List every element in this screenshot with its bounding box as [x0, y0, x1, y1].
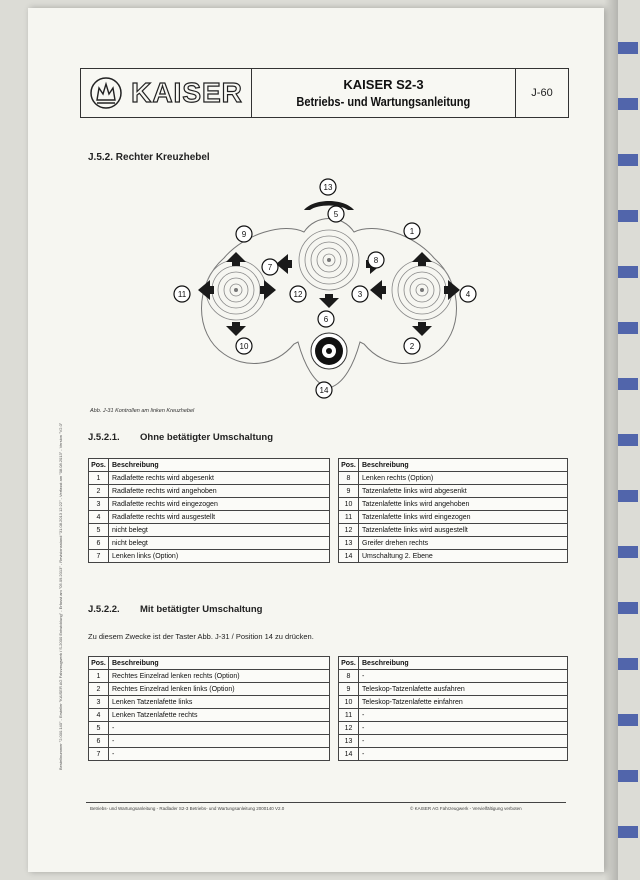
- callout-5: [328, 206, 344, 222]
- table-cell-pos: 6: [89, 735, 109, 748]
- table-cell-pos: 1: [89, 472, 109, 485]
- table-header-desc: Beschreibung: [109, 459, 330, 472]
- table-1-right: [338, 458, 568, 563]
- table-header-pos: Pos.: [339, 459, 359, 472]
- svg-text:5: 5: [333, 210, 339, 219]
- table-cell-pos: 1: [89, 670, 109, 683]
- table-cell-pos: 3: [89, 498, 109, 511]
- table-row: [89, 511, 330, 524]
- footer-left-text: Betriebs- und Wartungsanleitung - Radlader S2-3 Betriebs- und Wartungsanleitung 2000140 V2.0: [90, 806, 285, 811]
- table-cell-desc: Lenken Tatzenlafette rechts: [109, 709, 330, 722]
- table-cell-pos: 5: [89, 524, 109, 537]
- table-cell-desc: Lenken Tatzenlafette links: [109, 696, 330, 709]
- svg-text:9: 9: [241, 230, 247, 239]
- table-row: [89, 670, 330, 683]
- table-cell-desc: Lenken links (Option): [109, 550, 330, 563]
- table-cell-pos: 10: [339, 498, 359, 511]
- table-2-right: [338, 656, 568, 761]
- table-cell-desc: Teleskop-Tatzenlafette einfahren: [359, 696, 568, 709]
- table-cell-desc: Tatzenlafette links wird ausgestellt: [359, 524, 568, 537]
- table-row: [89, 748, 330, 761]
- callout-1: [404, 223, 420, 239]
- header-subtitle: Betriebs- und Wartungsanleitung: [296, 94, 471, 109]
- table-2-left: [88, 656, 330, 761]
- table-cell-pos: 10: [339, 696, 359, 709]
- arrow-up-right: [412, 252, 432, 266]
- figure-caption: Abb. J-31 Kontrollen am linken Kreuzhebel: [90, 408, 195, 414]
- binder-tabs: [618, 20, 638, 870]
- table-row: [339, 683, 568, 696]
- push-button-14: [311, 333, 347, 369]
- callout-13: [320, 179, 336, 195]
- svg-text:12: 12: [293, 290, 303, 299]
- callout-11: [174, 286, 190, 302]
- table-cell-pos: 14: [339, 748, 359, 761]
- table-cell-desc: Tatzenlafette links wird angehoben: [359, 498, 568, 511]
- header-title-block: [252, 69, 516, 117]
- table-row: [339, 537, 568, 550]
- table-cell-pos: 2: [89, 485, 109, 498]
- left-button-dial: [206, 260, 266, 320]
- table-row: [339, 696, 568, 709]
- table-row: [339, 472, 568, 485]
- center-button-dial: [299, 230, 359, 290]
- arrow-down-right: [412, 322, 432, 336]
- table-cell-desc: -: [359, 735, 568, 748]
- callout-6: [318, 311, 334, 327]
- table-cell-pos: 13: [339, 537, 359, 550]
- svg-text:13: 13: [323, 183, 333, 192]
- table-row: [89, 472, 330, 485]
- table-cell-pos: 13: [339, 735, 359, 748]
- table-cell-desc: Tatzenlafette links wird eingezogen: [359, 511, 568, 524]
- table-cell-desc: Rechtes Einzelrad lenken links (Option): [109, 683, 330, 696]
- subsection-1-number: J.5.2.1.: [88, 432, 120, 443]
- arrow-rotate-top: [304, 201, 354, 210]
- table-cell-pos: 7: [89, 550, 109, 563]
- table-header-desc: Beschreibung: [359, 459, 568, 472]
- table-header-pos: Pos.: [339, 657, 359, 670]
- table-row: [89, 722, 330, 735]
- svg-text:10: 10: [239, 342, 249, 351]
- callout-14: [316, 382, 332, 398]
- table-cell-desc: -: [359, 722, 568, 735]
- table-cell-desc: nicht belegt: [109, 537, 330, 550]
- table-row: [339, 748, 568, 761]
- table-cell-pos: 9: [339, 485, 359, 498]
- table-row: [89, 735, 330, 748]
- table-cell-desc: Tatzenlafette links wird abgesenkt: [359, 485, 568, 498]
- table-cell-desc: -: [359, 670, 568, 683]
- callout-2: [404, 338, 420, 354]
- arrow-center-left: [276, 254, 292, 274]
- arrow-right-left: [260, 280, 276, 300]
- table-cell-desc: -: [109, 748, 330, 761]
- subsection-1-heading: [88, 432, 273, 443]
- table-cell-pos: 7: [89, 748, 109, 761]
- section-title: J.5.2. Rechter Kreuzhebel: [88, 152, 210, 163]
- svg-text:7: 7: [267, 263, 273, 272]
- footer-rule: [86, 802, 566, 803]
- table-cell-desc: Greifer drehen rechts: [359, 537, 568, 550]
- svg-text:1: 1: [409, 227, 415, 236]
- table-row: [339, 709, 568, 722]
- callout-10: [236, 338, 252, 354]
- document-header: [80, 68, 569, 118]
- table-cell-pos: 3: [89, 696, 109, 709]
- table-cell-pos: 8: [339, 670, 359, 683]
- subsection-1-title: Ohne betätigter Umschaltung: [140, 432, 274, 443]
- table-cell-pos: 12: [339, 524, 359, 537]
- header-title: KAISER S2-3: [343, 77, 424, 92]
- table-cell-desc: Radlafette rechts wird eingezogen: [109, 498, 330, 511]
- svg-text:11: 11: [177, 290, 187, 299]
- table-cell-desc: Lenken rechts (Option): [359, 472, 568, 485]
- table-row: [339, 524, 568, 537]
- page-edge-shadow: [604, 0, 618, 880]
- table-cell-desc: -: [359, 709, 568, 722]
- crown-logo-icon: [89, 76, 123, 110]
- table-cell-pos: 5: [89, 722, 109, 735]
- right-button-dial: [392, 260, 452, 320]
- table-cell-desc: Rechtes Einzelrad lenken rechts (Option): [109, 670, 330, 683]
- table-row: [89, 550, 330, 563]
- table-cell-desc: Umschaltung 2. Ebene: [359, 550, 568, 563]
- table-cell-desc: -: [109, 722, 330, 735]
- svg-text:2: 2: [409, 342, 415, 351]
- table-row: [89, 696, 330, 709]
- subsection-2-number: J.5.2.2.: [88, 604, 120, 615]
- svg-text:4: 4: [465, 290, 471, 299]
- table-cell-desc: Radlafette rechts wird ausgestellt: [109, 511, 330, 524]
- callout-9: [236, 226, 252, 242]
- table-cell-pos: 9: [339, 683, 359, 696]
- table-row: [339, 722, 568, 735]
- table-header-pos: Pos.: [89, 459, 109, 472]
- table-row: [89, 683, 330, 696]
- table-cell-desc: nicht belegt: [109, 524, 330, 537]
- table-cell-desc: Radlafette rechts wird abgesenkt: [109, 472, 330, 485]
- arrow-up-left: [226, 252, 246, 266]
- table-cell-desc: -: [359, 748, 568, 761]
- table-row: [339, 670, 568, 683]
- table-row: [89, 524, 330, 537]
- arrow-center-down: [319, 294, 339, 308]
- table-cell-pos: 4: [89, 511, 109, 524]
- callout-8: [368, 252, 384, 268]
- table-cell-desc: -: [109, 735, 330, 748]
- brand-logo: [81, 69, 252, 117]
- table-row: [339, 498, 568, 511]
- footer-right-text: © KAISER AG Fahrzeugwerk - Vervielfältigung verboten: [410, 806, 522, 811]
- arrow-left-right: [370, 280, 386, 300]
- table-1-left: [88, 458, 330, 563]
- brand-name: KAISER: [131, 77, 243, 108]
- subsection-2-title: Mit betätigter Umschaltung: [140, 604, 263, 615]
- joystick-diagram: [164, 174, 494, 406]
- table-cell-desc: Radlafette rechts wird angehoben: [109, 485, 330, 498]
- table-header-pos: Pos.: [89, 657, 109, 670]
- svg-text:8: 8: [373, 256, 379, 265]
- svg-text:3: 3: [357, 290, 363, 299]
- table-cell-pos: 11: [339, 709, 359, 722]
- table-row: [89, 537, 330, 550]
- table-cell-desc: Teleskop-Tatzenlafette ausfahren: [359, 683, 568, 696]
- svg-text:14: 14: [319, 386, 329, 395]
- subsection-2-heading: [88, 604, 262, 615]
- table-cell-pos: 4: [89, 709, 109, 722]
- table-header-desc: Beschreibung: [109, 657, 330, 670]
- page-reference: J-60: [531, 87, 553, 99]
- table-row: [339, 550, 568, 563]
- table-row: [89, 485, 330, 498]
- sidebar-metadata: Bestellnummer "2.000.140" - Ersteller "KAISER AG Fahrzeugwerk / S-2000 Entwicklung" - Erfasst am "05.09.2013" - Revisionsstand "31.08.2013 12:22" - Verfasst am "08.08.2013" - Version "V2.0": [58, 422, 63, 770]
- callout-4: [460, 286, 476, 302]
- table-cell-pos: 8: [339, 472, 359, 485]
- table-cell-pos: 2: [89, 683, 109, 696]
- callout-12: [290, 286, 306, 302]
- table-cell-pos: 6: [89, 537, 109, 550]
- info-text: Zu diesem Zwecke ist der Taster Abb. J-31 / Position 14 zu drücken.: [88, 632, 314, 641]
- table-row: [339, 511, 568, 524]
- svg-text:6: 6: [323, 315, 329, 324]
- table-header-desc: Beschreibung: [359, 657, 568, 670]
- arrow-down-left: [226, 322, 246, 336]
- table-row: [89, 709, 330, 722]
- table-row: [89, 498, 330, 511]
- table-cell-pos: 12: [339, 722, 359, 735]
- table-row: [339, 735, 568, 748]
- table-cell-pos: 11: [339, 511, 359, 524]
- callout-3: [352, 286, 368, 302]
- table-row: [339, 485, 568, 498]
- table-cell-pos: 14: [339, 550, 359, 563]
- callout-7: [262, 259, 278, 275]
